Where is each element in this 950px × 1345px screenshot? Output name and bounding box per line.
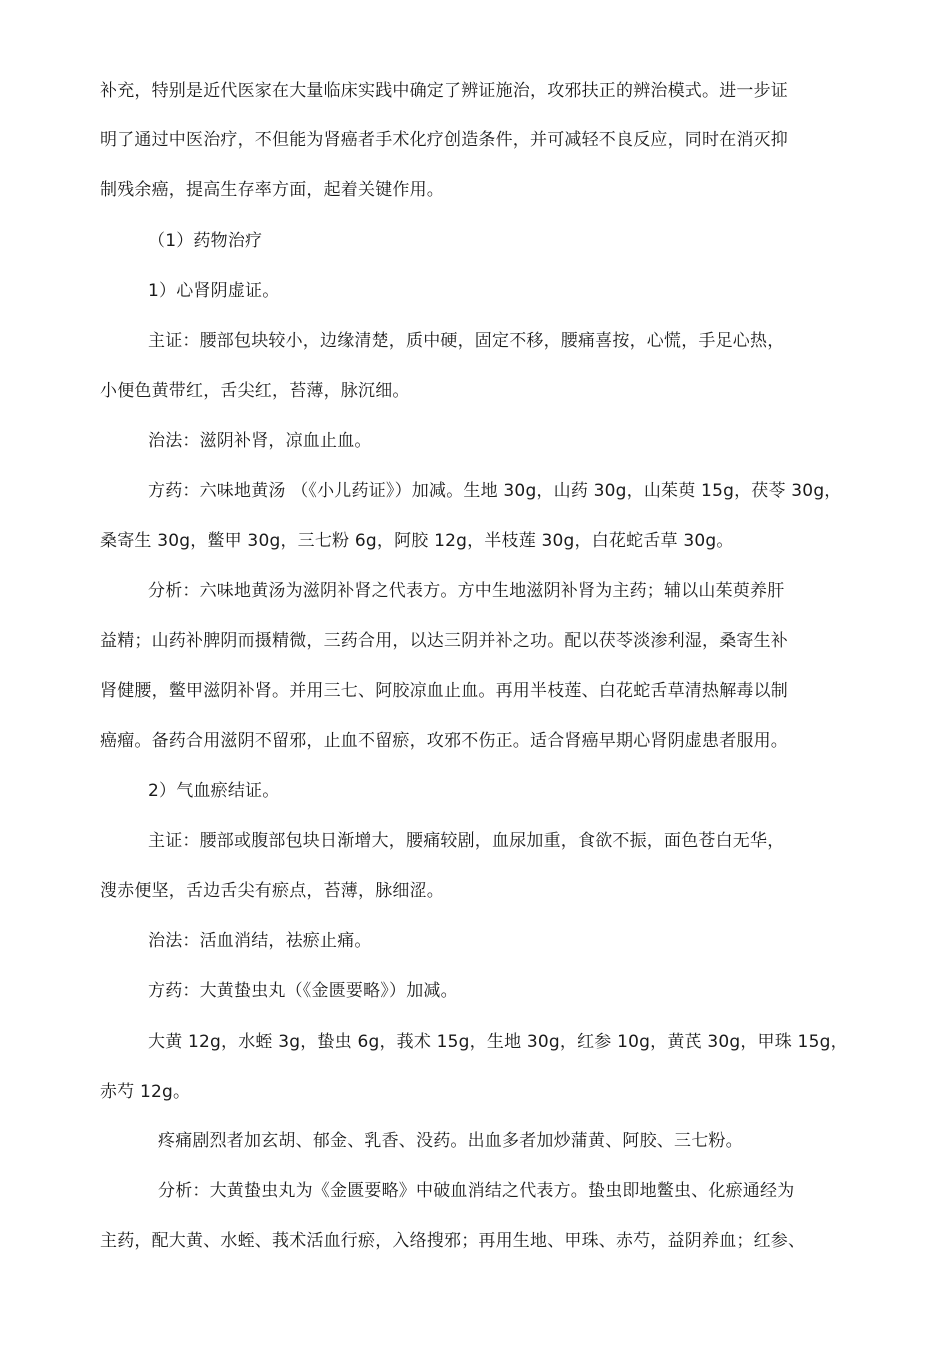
text-line: 分析：六味地黄汤为滋阴补肾之代表方。方中生地滋阴补肾为主药；辅以山茱萸养肝 [148,581,785,601]
text-line: 制残余癌，提高生存率方面，起着关键作用。 [100,180,444,200]
text-line: 主证：腰部或腹部包块日渐增大，腰痛较剧，血尿加重，食欲不振，面色苍白无华， [148,831,785,851]
text-line: 桑寄生 30g，鳖甲 30g，三七粉 6g，阿胶 12g，半枝莲 30g，白花蛇舌草 30g。 [100,531,734,551]
section-heading: （1）药物治疗 [148,231,263,251]
text-line: 主证：腰部包块较小，边缘清楚，质中硬，固定不移，腰痛喜按，心慌，手足心热， [148,331,785,351]
text-line: 溲赤便坚，舌边舌尖有瘀点，苔薄，脉细涩。 [100,881,444,901]
text-line: 方药：大黄蛰虫丸（《金匮要略》）加减。 [148,981,458,1001]
text-line: 主药，配大黄、水蛭、莪术活血行瘀，入络搜邪；再用生地、甲珠、赤芍，益阴养血；红参、 [100,1231,806,1251]
text-line: 治法：活血消结，祛瘀止痛。 [148,931,372,951]
text-line: 补充，特别是近代医家在大量临床实践中确定了辨证施治，攻邪扶正的辨治模式。进一步证 [100,81,788,101]
text-line: 明了通过中医治疗，不但能为肾癌者手术化疗创造条件，并可减轻不良反应，同时在消灭抑 [100,130,788,150]
text-line: 小便色黄带红，舌尖红，苔薄，脉沉细。 [100,381,410,401]
subsection-heading: 1）心肾阴虚证。 [148,281,280,301]
text-line: 方药：六味地黄汤 （《小儿药证》）加减。生地 30g，山药 30g，山茱萸 15g，茯苓 30g， [148,481,842,501]
text-line: 大黄 12g，水蛭 3g，蛰虫 6g，莪术 15g，生地 30g，红参 10g，黄芪 30g，甲珠 15g， [148,1032,848,1052]
text-line: 肾健腰，鳖甲滋阴补肾。并用三七、阿胶凉血止血。再用半枝莲、白花蛇舌草清热解毒以制 [100,681,788,701]
text-line: 分析：大黄蛰虫丸为《金匮要略》中破血消结之代表方。蛰虫即地鳖虫、化瘀通经为 [158,1181,795,1201]
text-line: 疼痛剧烈者加玄胡、郁金、乳香、没药。出血多者加炒蒲黄、阿胶、三七粉。 [158,1131,743,1151]
subsection-heading: 2）气血瘀结证。 [148,781,280,801]
text-line: 赤芍 12g。 [100,1082,191,1102]
text-line: 治法：滋阴补肾，凉血止血。 [148,431,372,451]
text-line: 益精；山药补脾阴而摄精微，三药合用，以达三阴并补之功。配以茯苓淡渗利湿，桑寄生补 [100,631,788,651]
text-line: 癌瘤。备药合用滋阴不留邪，止血不留瘀，攻邪不伤正。适合肾癌早期心肾阴虚患者服用。 [100,731,788,751]
